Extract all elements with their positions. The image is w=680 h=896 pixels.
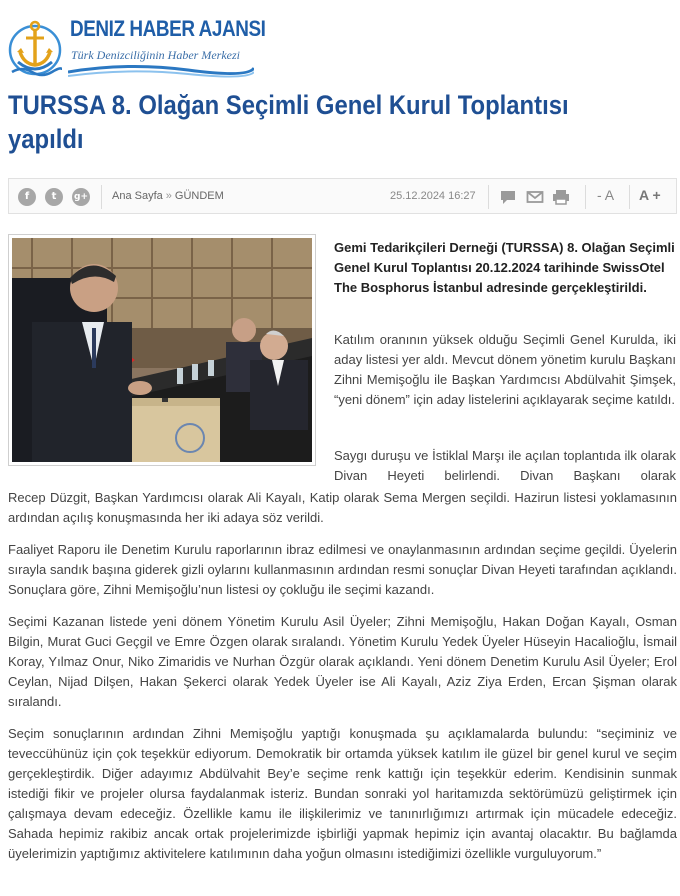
article-title: TURSSA 8. Olağan Seçimli Genel Kurul Toplantısı yapıldı — [8, 90, 569, 154]
site-logo[interactable] — [8, 10, 266, 82]
twitter-icon[interactable]: t — [45, 188, 63, 206]
site-tagline: Türk Denizciliğinin Haber Merkezi — [71, 48, 240, 62]
article-paragraph: Katılım oranının yüksek olduğu Seçimli Genel Kurulda, iki aday listesi yer aldı. Mevcut dönem yönetim kurulu Başkanı Zihni Memişoğlu ile Başkan Yardımcısı Abdülvahit Şimşek, “yeni dönem” için aday listelerini açıklayarak seçime katıldı. — [334, 332, 676, 407]
facebook-icon[interactable]: f — [18, 188, 36, 206]
article-photo[interactable] — [8, 234, 316, 466]
meeting-photo-image — [12, 238, 312, 462]
comment-icon[interactable] — [499, 188, 517, 206]
article-paragraph: Saygı duruşu ve İstiklal Marşı ile açılan toplantıda ilk olarak Divan Heyeti belirlendi. Divan Başkanı olarak — [334, 448, 676, 483]
toolbar-divider — [629, 185, 630, 209]
toolbar-divider — [488, 185, 489, 209]
wave-decoration-icon — [68, 64, 254, 80]
anchor-logo-icon — [8, 14, 62, 78]
article-paragraph: Faaliyet Raporu ile Denetim Kurulu raporlarının ibraz edilmesi ve onaylanmasının ardından seçime geçildi. Üyelerin sırayla sandık başına giderek gizli oylarını kullanmasının ardından resmi sonuçlar Divan Heyeti tarafından açıklandı. Sonuçlara göre, Zihni Memişoğlu’nun listesi oy çokluğu ile seçimi kazandı. — [8, 542, 677, 597]
article-paragraph: Seçim sonuçlarının ardından Zihni Memişoğlu yaptığı konuşmada şu açıklamalarda bulundu: “seçiminiz ve teveccühünüz için çok teşekkür ediyorum. Demokratik bir ortamda yüksek katılım ile güzel bir genel kurul ve seçim gerçekleştirdik. Diğer adayımız Abdülvahit Bey’e seçime renk kattığı için teşekkür ederim. Kendisinin sunmak istediği fikir ve projeler olursa faydalanmak isteriz. Bundan sonraki yol haritamızda sektörümüzü geliştirmek için çalışmaya devam edeceğiz. Özellikle kamu ile ilişkilerimiz ve tanınırlığımızı artırmak için mücadele edeceğiz. Sahada hepimiz rakibiz ancak ortak projelerimizde işbirliği yapmak hepimiz için avantaj olacaktır. Bu bağlamda üyelerimizin yaptığımız aktivitelere katılımının daha yoğun olmasını istediğimizi özellikle vurguluyorum.” — [8, 726, 677, 861]
article-paragraph: Recep Düzgit, Başkan Yardımcısı olarak Ali Kayalı, Katip olarak Sema Mergen seçildi. Hazirun listesi yoklamasının ardından açılış konuşmasında her iki adaya söz verildi. — [8, 490, 677, 525]
toolbar-divider — [101, 185, 102, 209]
email-icon[interactable] — [526, 188, 544, 206]
site-name: DENIZ HABER AJANSI — [70, 16, 266, 41]
breadcrumb-separator: » — [165, 190, 172, 202]
breadcrumb — [112, 190, 224, 202]
publish-date: 25.12.2024 16:27 — [390, 190, 476, 202]
breadcrumb-home-link[interactable]: Ana Sayfa — [112, 190, 163, 202]
article-paragraph: Seçimi Kazanan listede yeni dönem Yönetim Kurulu Asil Üyeler; Zihni Memişoğlu, Hakan Doğan Kayalı, Osman Bilgin, Murat Guci Geçgil ve Emre Özgen olarak sıralandı. Yönetim Kurulu Yedek Üyeler Hüseyin Hacalioğlu, İsmail Koray, Yılmaz Onur, Niko Zimaridis ve Nurhan Özgür olarak açıklandı. Yeni dönem Denetim Kurulu Asil Üyeler; Erol Ceylan, Nijad Dilşen, Hakan Şekerci olarak Yedek Üyeler ise Ali Kayalı, Aziz Ziya Erden, Ercan Şişman olarak sıralandı. — [8, 614, 677, 709]
font-increase-button[interactable]: A + — [639, 187, 661, 203]
article-toolbar — [8, 178, 677, 214]
print-icon[interactable] — [552, 188, 570, 206]
font-decrease-button[interactable]: - A — [597, 187, 615, 203]
toolbar-divider — [585, 185, 586, 209]
breadcrumb-category-link[interactable]: GÜNDEM — [174, 190, 224, 202]
googleplus-icon[interactable]: g+ — [72, 188, 90, 206]
article-lead: Gemi Tedarikçileri Derneği (TURSSA) 8. Olağan Seçimli Genel Kurul Toplantısı 20.12.2024 tarihinde SwissOtel The Bosphorus İstanbul adresinde gerçekleştirildi. — [334, 240, 675, 295]
